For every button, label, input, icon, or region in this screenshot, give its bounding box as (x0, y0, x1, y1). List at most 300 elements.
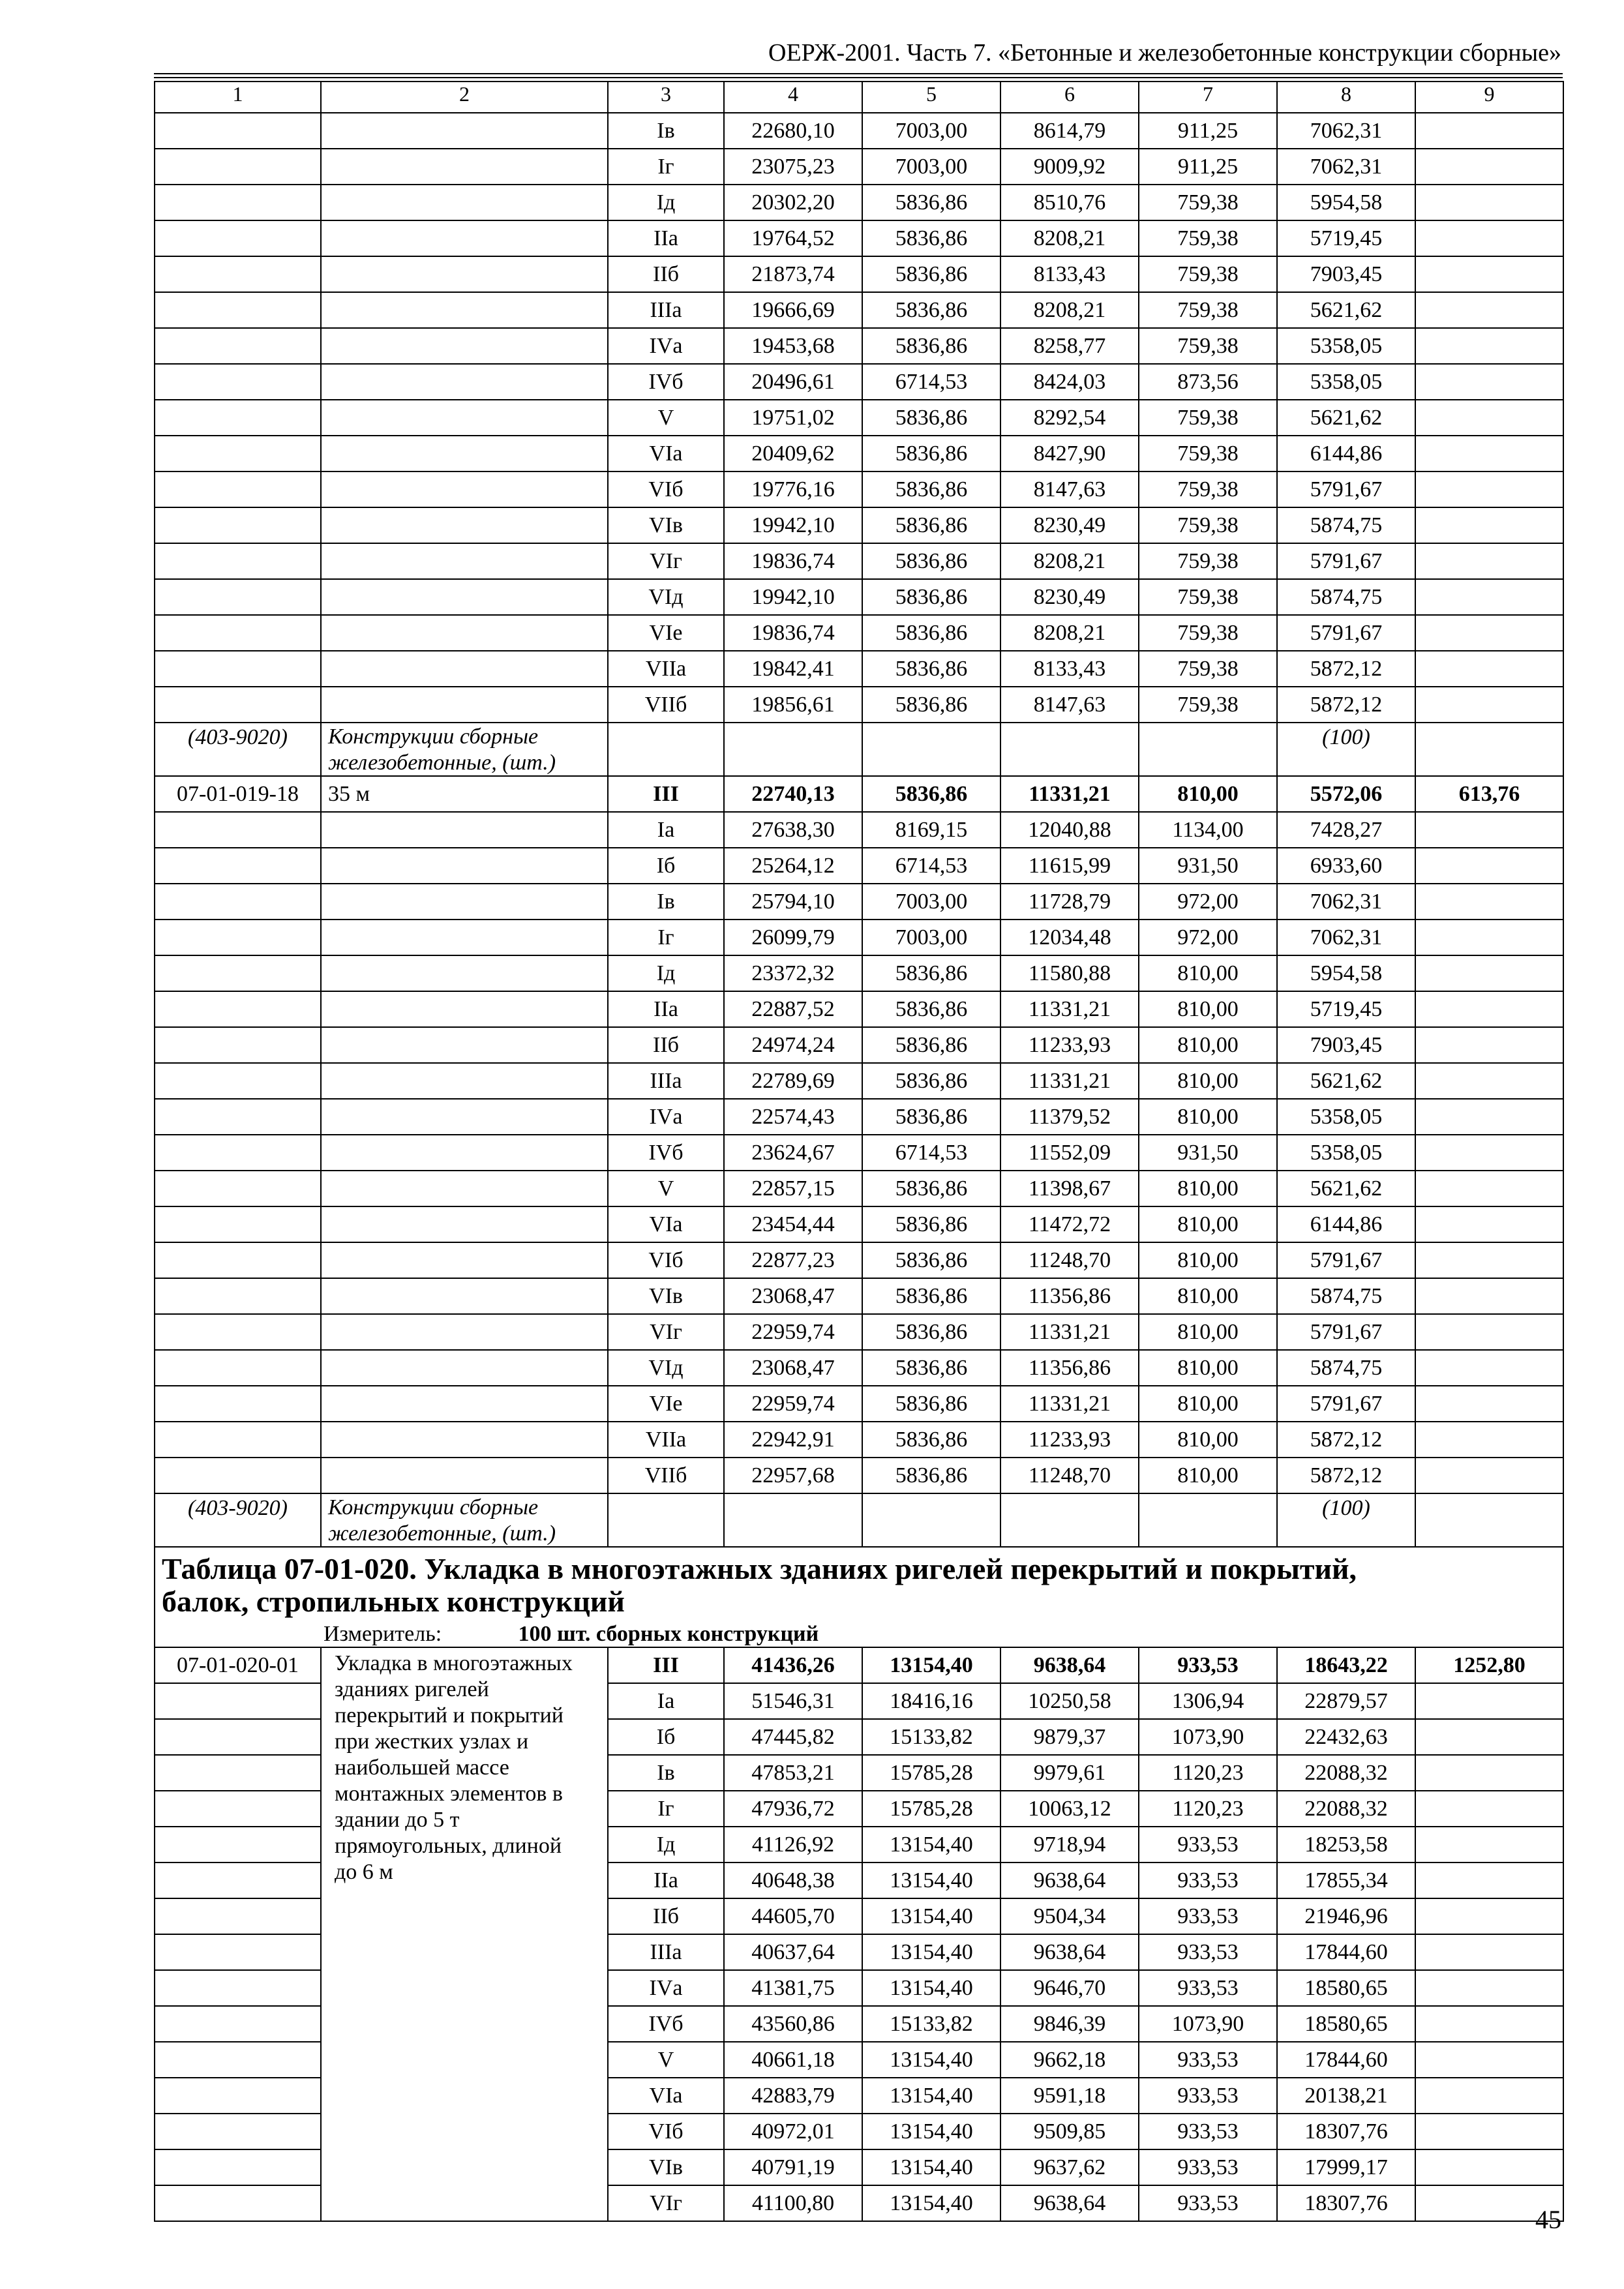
value-cell: 5872,12 (1277, 1422, 1415, 1458)
value-cell: 10250,58 (1000, 1683, 1139, 1719)
code-cell (155, 848, 321, 884)
value-cell: 9638,64 (1000, 1863, 1139, 1898)
value-cell: 5836,86 (862, 507, 1000, 543)
value-cell: 972,00 (1139, 920, 1277, 955)
value-cell: 19751,02 (724, 400, 862, 436)
zone-cell: Iг (608, 1791, 724, 1827)
value-cell: 8230,49 (1000, 507, 1139, 543)
page-number: 45 (1535, 2205, 1561, 2234)
description-line: здании до 5 т (335, 1808, 460, 1832)
table-row (155, 471, 1563, 507)
zone-cell: VIе (608, 1386, 724, 1422)
price-cell (1415, 884, 1563, 920)
price-cell (1415, 2042, 1563, 2078)
value-cell: 40637,64 (724, 1934, 862, 1970)
value-cell: 26099,79 (724, 920, 862, 955)
value-cell: 5719,45 (1277, 220, 1415, 256)
value-cell: 18307,76 (1277, 2114, 1415, 2149)
value-cell: 8208,21 (1000, 292, 1139, 328)
column-number: 2 (321, 82, 608, 113)
value-cell: 5874,75 (1277, 579, 1415, 615)
zone-cell: Iв (608, 1755, 724, 1791)
value-cell: 9009,92 (1000, 149, 1139, 185)
value-cell: 933,53 (1139, 1898, 1277, 1934)
value-cell: 20496,61 (724, 364, 862, 400)
empty-cell (1139, 1493, 1277, 1547)
value-cell: 22879,57 (1277, 1683, 1415, 1719)
value-cell: 759,38 (1139, 220, 1277, 256)
value-cell: 5719,45 (1277, 991, 1415, 1027)
value-cell: 7003,00 (862, 113, 1000, 149)
value-cell: 44605,70 (724, 1898, 862, 1934)
value-cell: 11398,67 (1000, 1171, 1139, 1206)
value-cell: 13154,40 (862, 1898, 1000, 1934)
description-line: Укладка в многоэтажных (335, 1651, 573, 1675)
value-cell: 810,00 (1139, 1099, 1277, 1135)
zone-cell: VIв (608, 2149, 724, 2185)
value-cell: 25264,12 (724, 848, 862, 884)
value-cell: 810,00 (1139, 955, 1277, 991)
value-cell: 5836,86 (862, 328, 1000, 364)
price-cell (1415, 2114, 1563, 2149)
value-cell: 5836,86 (862, 543, 1000, 579)
value-cell: 5874,75 (1277, 1350, 1415, 1386)
value-cell: 5836,86 (862, 776, 1000, 812)
table-row (155, 1027, 1563, 1063)
value-cell: 41100,80 (724, 2185, 862, 2221)
price-cell (1415, 1934, 1563, 1970)
zone-cell: IIб (608, 1027, 724, 1063)
value-cell: 5836,86 (862, 1171, 1000, 1206)
zone-cell: VIе (608, 615, 724, 651)
price-cell (1415, 991, 1563, 1027)
value-cell: 911,25 (1139, 113, 1277, 149)
zone-cell: VIIа (608, 1422, 724, 1458)
value-cell: 5358,05 (1277, 364, 1415, 400)
code-cell (155, 328, 321, 364)
price-cell (1415, 687, 1563, 723)
value-cell: 13154,40 (862, 1970, 1000, 2006)
value-cell: 23068,47 (724, 1278, 862, 1314)
description-cell (321, 1386, 608, 1422)
value-cell: 22959,74 (724, 1314, 862, 1350)
value-cell: 5836,86 (862, 1278, 1000, 1314)
meter-label: Измеритель: (323, 1622, 442, 1646)
description-cell (321, 1206, 608, 1242)
code-cell (155, 471, 321, 507)
table-row (155, 920, 1563, 955)
zone-cell: Iа (608, 1683, 724, 1719)
value-cell: 5791,67 (1277, 615, 1415, 651)
code-cell (155, 1242, 321, 1278)
value-cell: 18253,58 (1277, 1827, 1415, 1863)
value-cell: 23624,67 (724, 1135, 862, 1171)
table-row (155, 651, 1563, 687)
material-code-cell (155, 1493, 321, 1547)
zone-cell: III (608, 776, 724, 812)
price-cell (1415, 256, 1563, 292)
empty-cell (862, 723, 1000, 776)
value-cell: 9504,34 (1000, 1898, 1139, 1934)
value-cell: 810,00 (1139, 1242, 1277, 1278)
code-cell (155, 2078, 321, 2114)
value-cell: 7062,31 (1277, 884, 1415, 920)
value-cell: 20302,20 (724, 185, 862, 220)
value-cell: 810,00 (1139, 1278, 1277, 1314)
zone-cell: IVа (608, 1970, 724, 2006)
table-row (155, 1422, 1563, 1458)
code-cell (155, 2006, 321, 2042)
value-cell: 8230,49 (1000, 579, 1139, 615)
zone-cell: IIб (608, 1898, 724, 1934)
value-cell: 22959,74 (724, 1386, 862, 1422)
description-cell (321, 436, 608, 471)
value-cell: 759,38 (1139, 687, 1277, 723)
value-cell: 5836,86 (862, 1242, 1000, 1278)
zone-cell: IIIа (608, 1063, 724, 1099)
value-cell: 19453,68 (724, 328, 862, 364)
value-cell: 7903,45 (1277, 1027, 1415, 1063)
material-code: (403-9020) (188, 725, 288, 749)
table-row (155, 185, 1563, 220)
value-cell: 5836,86 (862, 955, 1000, 991)
price-cell (1415, 1027, 1563, 1063)
zone-cell: Iд (608, 1827, 724, 1863)
value-cell: 759,38 (1139, 579, 1277, 615)
table-title: Таблица 07-01-020. Укладка в многоэтажных зданиях ригелей перекрытий и покрытий, балок, стропильных конструкций (162, 1552, 1357, 1618)
value-cell: 8169,15 (862, 812, 1000, 848)
table-row (155, 991, 1563, 1027)
value-cell: 5836,86 (862, 1206, 1000, 1242)
code-cell (155, 292, 321, 328)
description-cell (321, 1135, 608, 1171)
zone-cell: V (608, 1171, 724, 1206)
value-cell: 5836,86 (862, 292, 1000, 328)
value-cell: 11331,21 (1000, 1386, 1139, 1422)
value-cell: 8510,76 (1000, 185, 1139, 220)
description-cell (321, 1027, 608, 1063)
price-cell (1415, 328, 1563, 364)
value-cell: 9879,37 (1000, 1719, 1139, 1755)
code-cell (155, 1171, 321, 1206)
table-section-heading (155, 1547, 1563, 1647)
value-cell: 873,56 (1139, 364, 1277, 400)
price-cell (1415, 149, 1563, 185)
value-cell: 20138,21 (1277, 2078, 1415, 2114)
price-cell (1415, 1791, 1563, 1827)
value-cell: 18643,22 (1277, 1647, 1415, 1683)
value-cell: 20409,62 (724, 436, 862, 471)
code-cell (155, 812, 321, 848)
price-cell (1415, 220, 1563, 256)
description-cell (321, 1278, 608, 1314)
zone-cell: Iд (608, 955, 724, 991)
value-cell: 10063,12 (1000, 1791, 1139, 1827)
material-code-cell (155, 723, 321, 776)
code-cell (155, 1458, 321, 1493)
description-cell (321, 256, 608, 292)
code-cell (155, 579, 321, 615)
description-line: перекрытий и покрытий (335, 1703, 564, 1728)
price-cell (1415, 579, 1563, 615)
value-cell: 15785,28 (862, 1791, 1000, 1827)
value-cell: 5872,12 (1277, 687, 1415, 723)
table-row (155, 1206, 1563, 1242)
value-cell: 19836,74 (724, 615, 862, 651)
value-cell: 5872,12 (1277, 1458, 1415, 1493)
zone-cell: VIг (608, 543, 724, 579)
value-cell: 933,53 (1139, 1863, 1277, 1898)
value-cell: 7428,27 (1277, 812, 1415, 848)
value-cell: 18416,16 (862, 1683, 1000, 1719)
value-cell: 11379,52 (1000, 1099, 1139, 1135)
value-cell: 9646,70 (1000, 1970, 1139, 2006)
value-cell: 5836,86 (862, 1422, 1000, 1458)
code-cell (155, 1791, 321, 1827)
table-row (155, 1099, 1563, 1135)
table-row (155, 507, 1563, 543)
value-cell: 5836,86 (862, 185, 1000, 220)
zone-cell: IIIа (608, 292, 724, 328)
description-cell (321, 579, 608, 615)
zone-cell: IIа (608, 991, 724, 1027)
price-cell (1415, 1863, 1563, 1898)
table-row (155, 1171, 1563, 1206)
value-cell: 23075,23 (724, 149, 862, 185)
value-cell: 5836,86 (862, 1458, 1000, 1493)
price-cell (1415, 1099, 1563, 1135)
zone-cell: Iв (608, 884, 724, 920)
value-cell: 933,53 (1139, 2114, 1277, 2149)
value-cell: 9718,94 (1000, 1827, 1139, 1863)
price-cell (1415, 1278, 1563, 1314)
code-cell (155, 955, 321, 991)
value-cell: 5358,05 (1277, 1099, 1415, 1135)
code-cell (155, 364, 321, 400)
description-cell (321, 1099, 608, 1135)
value-cell: 22680,10 (724, 113, 862, 149)
code-cell (155, 1278, 321, 1314)
value-cell: 11728,79 (1000, 884, 1139, 920)
value-cell: 972,00 (1139, 884, 1277, 920)
value-cell: 810,00 (1139, 1063, 1277, 1099)
zone-cell: V (608, 400, 724, 436)
price-cell (1415, 543, 1563, 579)
column-number: 4 (724, 82, 862, 113)
code-cell (155, 1314, 321, 1350)
value-cell: 42883,79 (724, 2078, 862, 2114)
code-cell (155, 543, 321, 579)
zone-cell: Iв (608, 113, 724, 149)
table-row (155, 543, 1563, 579)
zone-cell: VIIб (608, 687, 724, 723)
code-cell (155, 1386, 321, 1422)
zone-cell: VIг (608, 2185, 724, 2221)
table-row (155, 1647, 1563, 1683)
price-cell (1415, 2078, 1563, 2114)
table-row (155, 113, 1563, 149)
price-cell (1415, 113, 1563, 149)
value-cell: 759,38 (1139, 185, 1277, 220)
value-cell: 8133,43 (1000, 256, 1139, 292)
zone-cell: IVа (608, 328, 724, 364)
table-row (155, 848, 1563, 884)
value-cell: 19842,41 (724, 651, 862, 687)
value-cell: 12040,88 (1000, 812, 1139, 848)
value-cell: 17855,34 (1277, 1863, 1415, 1898)
price-cell (1415, 364, 1563, 400)
price-cell (1415, 292, 1563, 328)
value-cell: 5791,67 (1277, 543, 1415, 579)
zone-cell: III (608, 1647, 724, 1683)
description-cell (321, 471, 608, 507)
value-cell: 40661,18 (724, 2042, 862, 2078)
value-cell: 13154,40 (862, 1934, 1000, 1970)
value-cell: 11331,21 (1000, 991, 1139, 1027)
value-cell: 8424,03 (1000, 364, 1139, 400)
value-cell: 5358,05 (1277, 328, 1415, 364)
value-cell: 759,38 (1139, 328, 1277, 364)
value-cell: 9662,18 (1000, 2042, 1139, 2078)
value-cell: 22957,68 (724, 1458, 862, 1493)
value-cell: 8208,21 (1000, 220, 1139, 256)
price-cell (1415, 1683, 1563, 1719)
value-cell: 22088,32 (1277, 1791, 1415, 1827)
value-cell: 7003,00 (862, 149, 1000, 185)
code-cell (155, 1970, 321, 2006)
value-cell: 5621,62 (1277, 400, 1415, 436)
value-cell: 759,38 (1139, 436, 1277, 471)
value-cell: 5836,86 (862, 400, 1000, 436)
value-cell: 5358,05 (1277, 1135, 1415, 1171)
value-cell: 759,38 (1139, 400, 1277, 436)
value-cell: 6144,86 (1277, 1206, 1415, 1242)
value-cell: 23068,47 (724, 1350, 862, 1386)
value-cell: 22789,69 (724, 1063, 862, 1099)
code-cell (155, 1827, 321, 1863)
material-qty-cell (1277, 723, 1415, 776)
empty-cell (1415, 723, 1563, 776)
material-row (155, 1493, 1563, 1547)
value-cell: 933,53 (1139, 2185, 1277, 2221)
empty-cell (862, 1493, 1000, 1547)
value-cell: 1306,94 (1139, 1683, 1277, 1719)
description-line: монтажных элементов в (335, 1782, 563, 1806)
price-cell (1415, 436, 1563, 471)
zone-cell: V (608, 2042, 724, 2078)
description-cell (321, 812, 608, 848)
empty-cell (608, 1493, 724, 1547)
code-cell (155, 1135, 321, 1171)
price-cell (1415, 1422, 1563, 1458)
value-cell: 8208,21 (1000, 615, 1139, 651)
code-cell (155, 920, 321, 955)
value-cell: 5836,86 (862, 1099, 1000, 1135)
column-number-row (155, 82, 1563, 113)
value-cell: 5836,86 (862, 1027, 1000, 1063)
value-cell: 933,53 (1139, 1827, 1277, 1863)
description-cell (321, 615, 608, 651)
price-cell (1415, 2149, 1563, 2185)
code-cell (155, 1755, 321, 1791)
value-cell: 933,53 (1139, 1970, 1277, 2006)
price-cell (1415, 1135, 1563, 1171)
value-cell: 11331,21 (1000, 776, 1139, 812)
price-cell (1415, 1350, 1563, 1386)
description-line: зданиях ригелей (335, 1677, 489, 1701)
value-cell: 9979,61 (1000, 1755, 1139, 1791)
value-cell: 47853,21 (724, 1755, 862, 1791)
description-line: прямоугольных, длиной (335, 1834, 562, 1858)
description-cell (321, 149, 608, 185)
code-cell (155, 1063, 321, 1099)
price-cell (1415, 1314, 1563, 1350)
value-cell: 41381,75 (724, 1970, 862, 2006)
value-cell: 9638,64 (1000, 1934, 1139, 1970)
code-cell (155, 507, 321, 543)
description-cell (321, 920, 608, 955)
empty-cell (1000, 1493, 1139, 1547)
value-cell: 5836,86 (862, 687, 1000, 723)
value-cell: 5836,86 (862, 1350, 1000, 1386)
table-row (155, 884, 1563, 920)
description-cell (321, 113, 608, 149)
description-cell (321, 1647, 608, 2221)
zone-cell: VIIа (608, 651, 724, 687)
value-cell: 5836,86 (862, 1386, 1000, 1422)
value-cell: 9637,62 (1000, 2149, 1139, 2185)
value-cell: 19856,61 (724, 687, 862, 723)
value-cell: 1120,23 (1139, 1755, 1277, 1791)
value-cell: 13154,40 (862, 2078, 1000, 2114)
value-cell: 759,38 (1139, 507, 1277, 543)
value-cell: 11233,93 (1000, 1422, 1139, 1458)
table-row (155, 1278, 1563, 1314)
code-cell (155, 1099, 321, 1135)
table-row (155, 615, 1563, 651)
material-name-cell (321, 1493, 608, 1547)
value-cell: 1134,00 (1139, 812, 1277, 848)
value-cell: 19942,10 (724, 579, 862, 615)
price-cell (1415, 1827, 1563, 1863)
value-cell: 22740,13 (724, 776, 862, 812)
code-cell: 07-01-019-18 (155, 776, 321, 812)
value-cell: 759,38 (1139, 615, 1277, 651)
description-line: наибольшей массе (335, 1756, 509, 1780)
meter-value: 100 шт. сборных конструкций (518, 1622, 819, 1646)
value-cell: 6933,60 (1277, 848, 1415, 884)
column-number: 9 (1415, 82, 1563, 113)
value-cell: 5621,62 (1277, 1063, 1415, 1099)
table-row (155, 1350, 1563, 1386)
zone-cell: IIб (608, 256, 724, 292)
column-number: 8 (1277, 82, 1415, 113)
value-cell: 47936,72 (724, 1791, 862, 1827)
value-cell: 11233,93 (1000, 1027, 1139, 1063)
description-cell (321, 1422, 608, 1458)
code-cell (155, 400, 321, 436)
value-cell: 1120,23 (1139, 1791, 1277, 1827)
zone-cell: VIд (608, 1350, 724, 1386)
value-cell: 25794,10 (724, 884, 862, 920)
value-cell: 23372,32 (724, 955, 862, 991)
value-cell: 18580,65 (1277, 1970, 1415, 2006)
material-row (155, 723, 1563, 776)
value-cell: 810,00 (1139, 1314, 1277, 1350)
value-cell: 7062,31 (1277, 113, 1415, 149)
value-cell: 931,50 (1139, 1135, 1277, 1171)
description-cell (321, 884, 608, 920)
